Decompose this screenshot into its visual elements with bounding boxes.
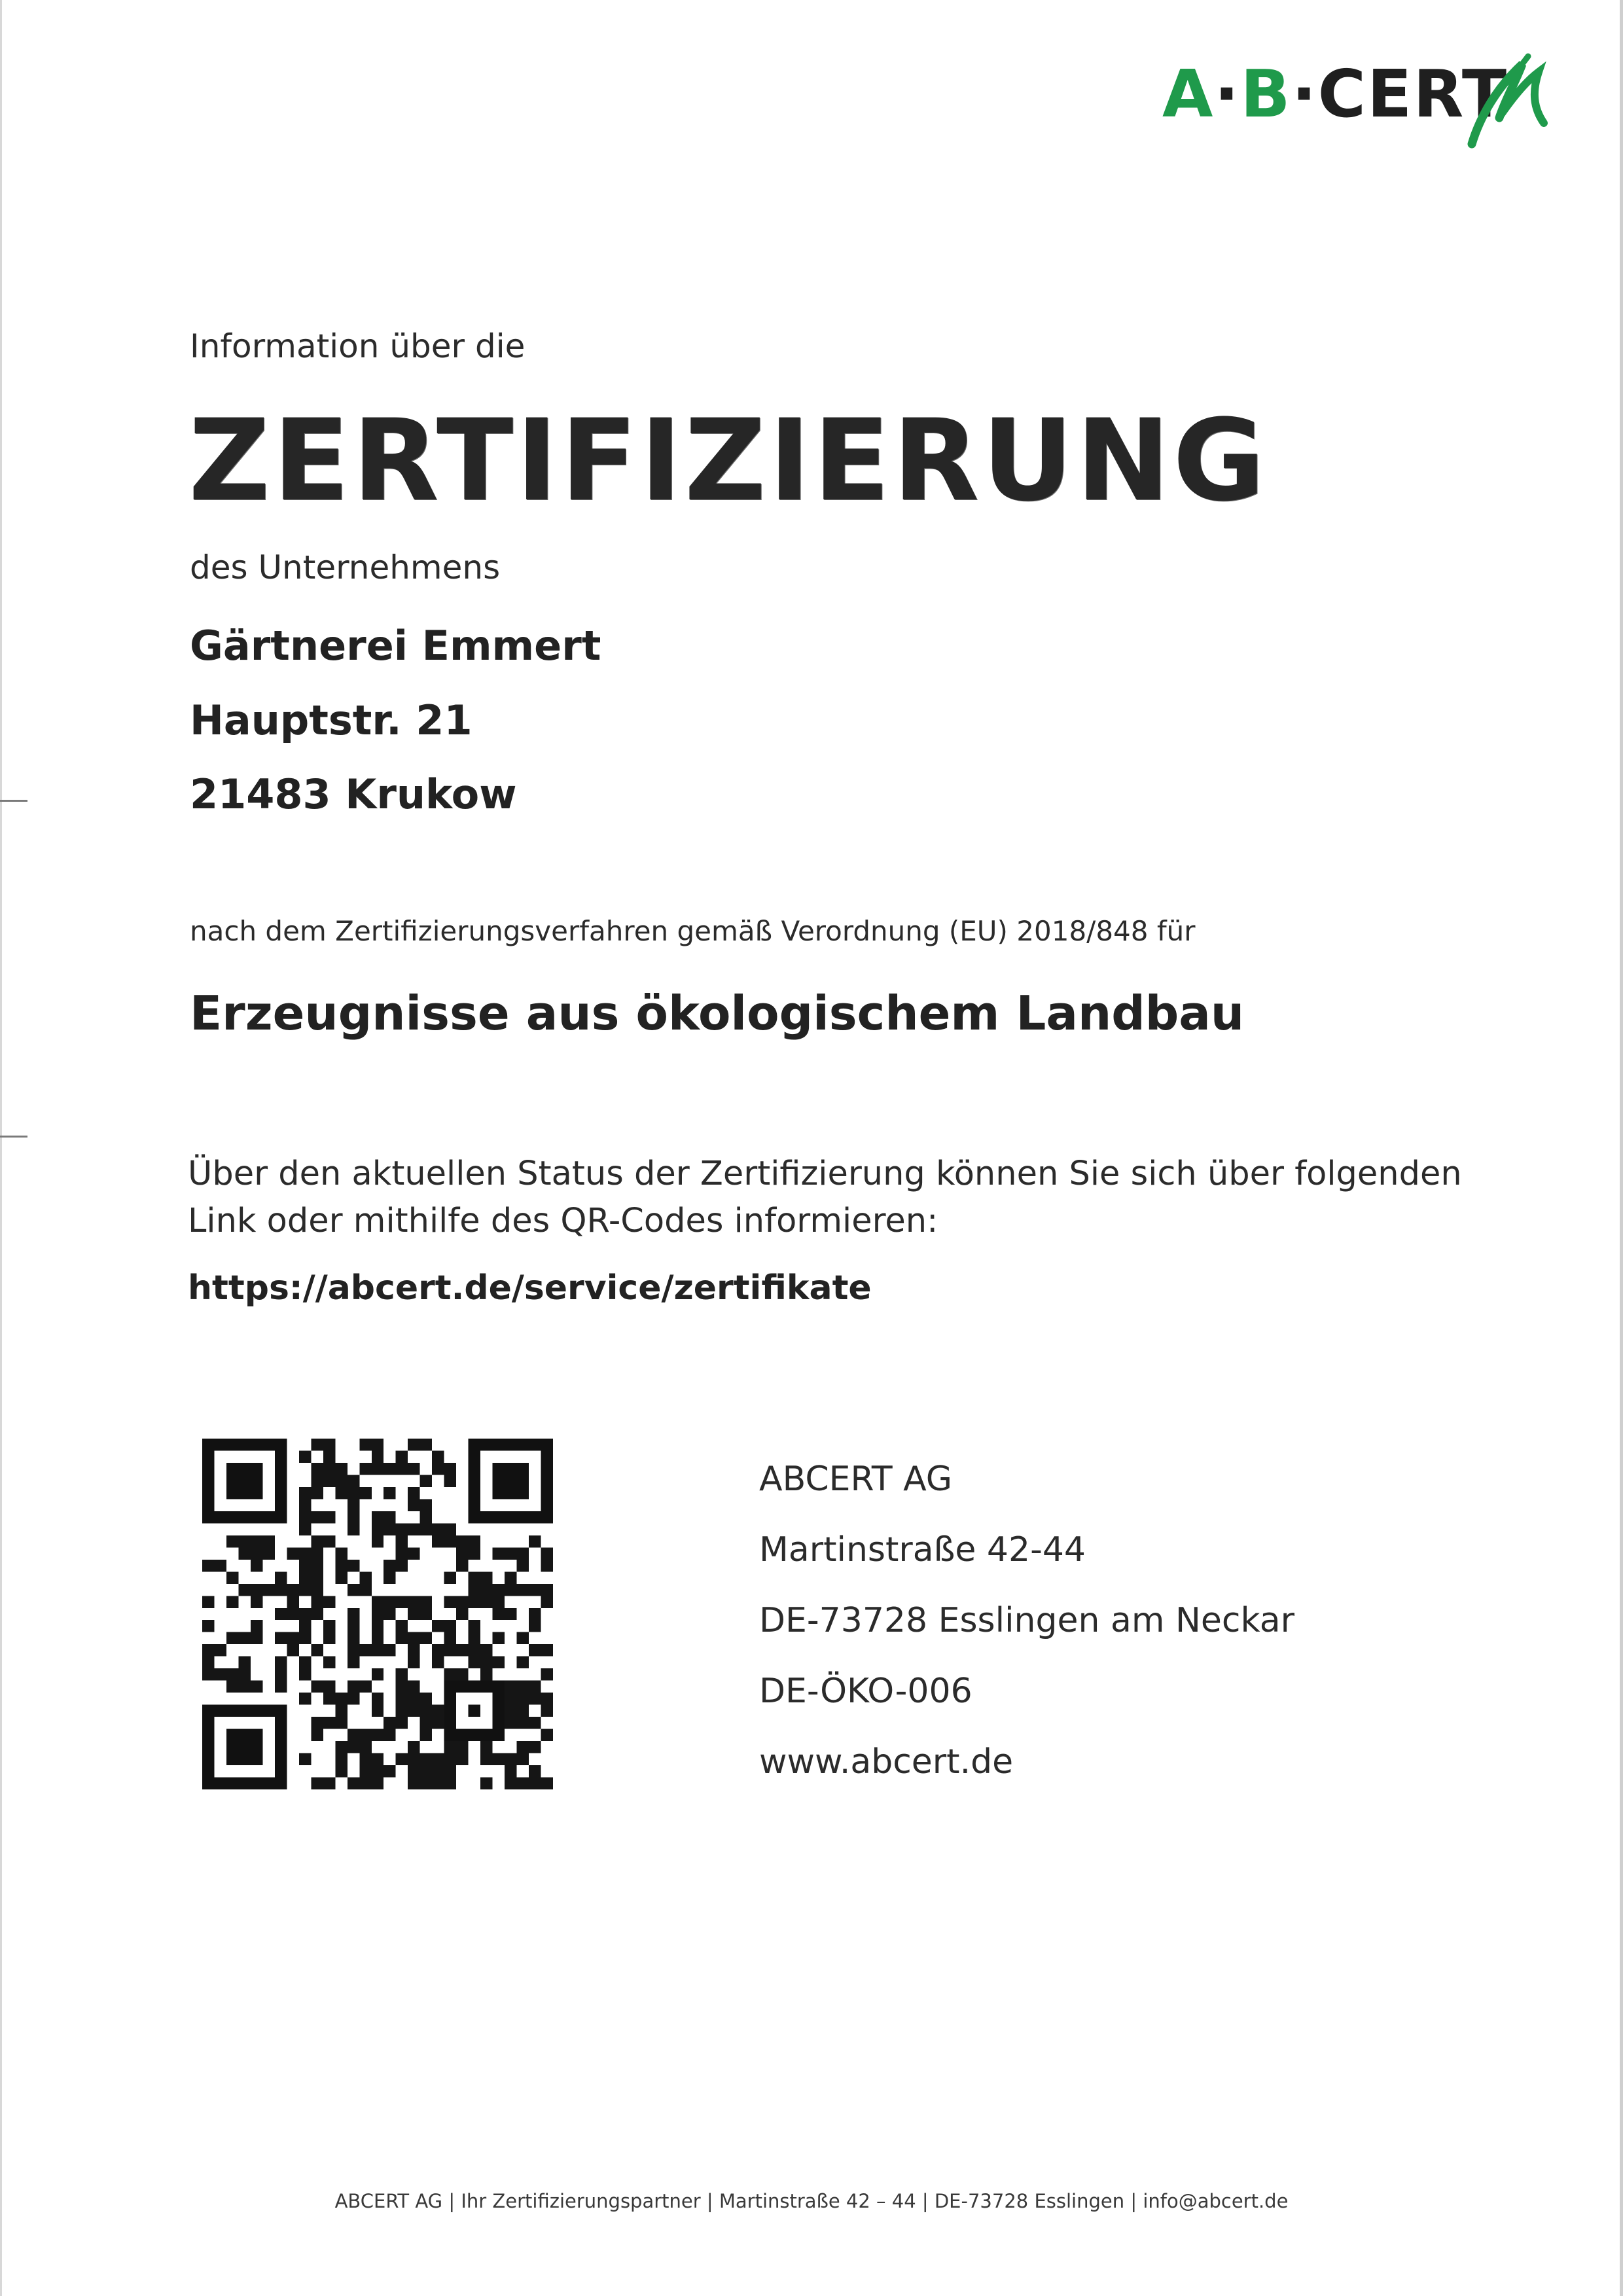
contact-org: ABCERT AG [759, 1460, 953, 1499]
logo-wordmark [1162, 56, 1508, 132]
status-line-1: Über den aktuellen Status der Zertifizierung können Sie sich über folgenden [188, 1155, 1462, 1193]
abcert-swoosh-icon [1460, 52, 1558, 151]
certificate-link[interactable]: https://abcert.de/service/zertifikate [188, 1268, 872, 1308]
logo-cert: CERT [1317, 56, 1508, 132]
page-edge-right [1620, 0, 1623, 2296]
logo-letter-b: B [1240, 56, 1292, 132]
footer-text: ABCERT AG | Ihr Zertifizierungspartner | Martinstraße 42 – 44 | DE-73728 Esslingen | info@abcert.de [334, 2190, 1289, 2212]
company-name: Gärtnerei Emmert [190, 622, 601, 670]
contact-web[interactable]: www.abcert.de [759, 1742, 1014, 1782]
company-city: 21483 Krukow [190, 770, 517, 818]
scan-mark-top [0, 800, 27, 802]
logo-dot-1: · [1214, 56, 1241, 132]
contact-code: DE-ÖKO-006 [759, 1672, 972, 1711]
status-paragraph [188, 1151, 1484, 1245]
page-title: ZERTIFIZIERUNG [188, 395, 1268, 526]
abcert-logo [1162, 52, 1561, 151]
logo-dot-2: · [1291, 56, 1318, 132]
company-street: Hauptstr. 21 [190, 696, 473, 744]
qr-code-icon[interactable] [200, 1439, 555, 1789]
regulation-text: nach dem Zertifizierungsverfahren gemäß Verordnung (EU) 2018/848 für [190, 915, 1196, 947]
intro-text: Information über die [190, 327, 526, 365]
contact-city: DE-73728 Esslingen am Neckar [759, 1601, 1294, 1640]
logo-letter-a: A [1162, 56, 1215, 132]
contact-street: Martinstraße 42-44 [759, 1530, 1086, 1570]
scan-mark-bottom [0, 1136, 27, 1138]
status-line-2: Link oder mithilfe des QR-Codes informieren: [188, 1202, 938, 1240]
product-heading: Erzeugnisse aus ökologischem Landbau [190, 986, 1245, 1041]
subtitle-text: des Unternehmens [190, 548, 501, 586]
page-edge-left [0, 0, 2, 2296]
